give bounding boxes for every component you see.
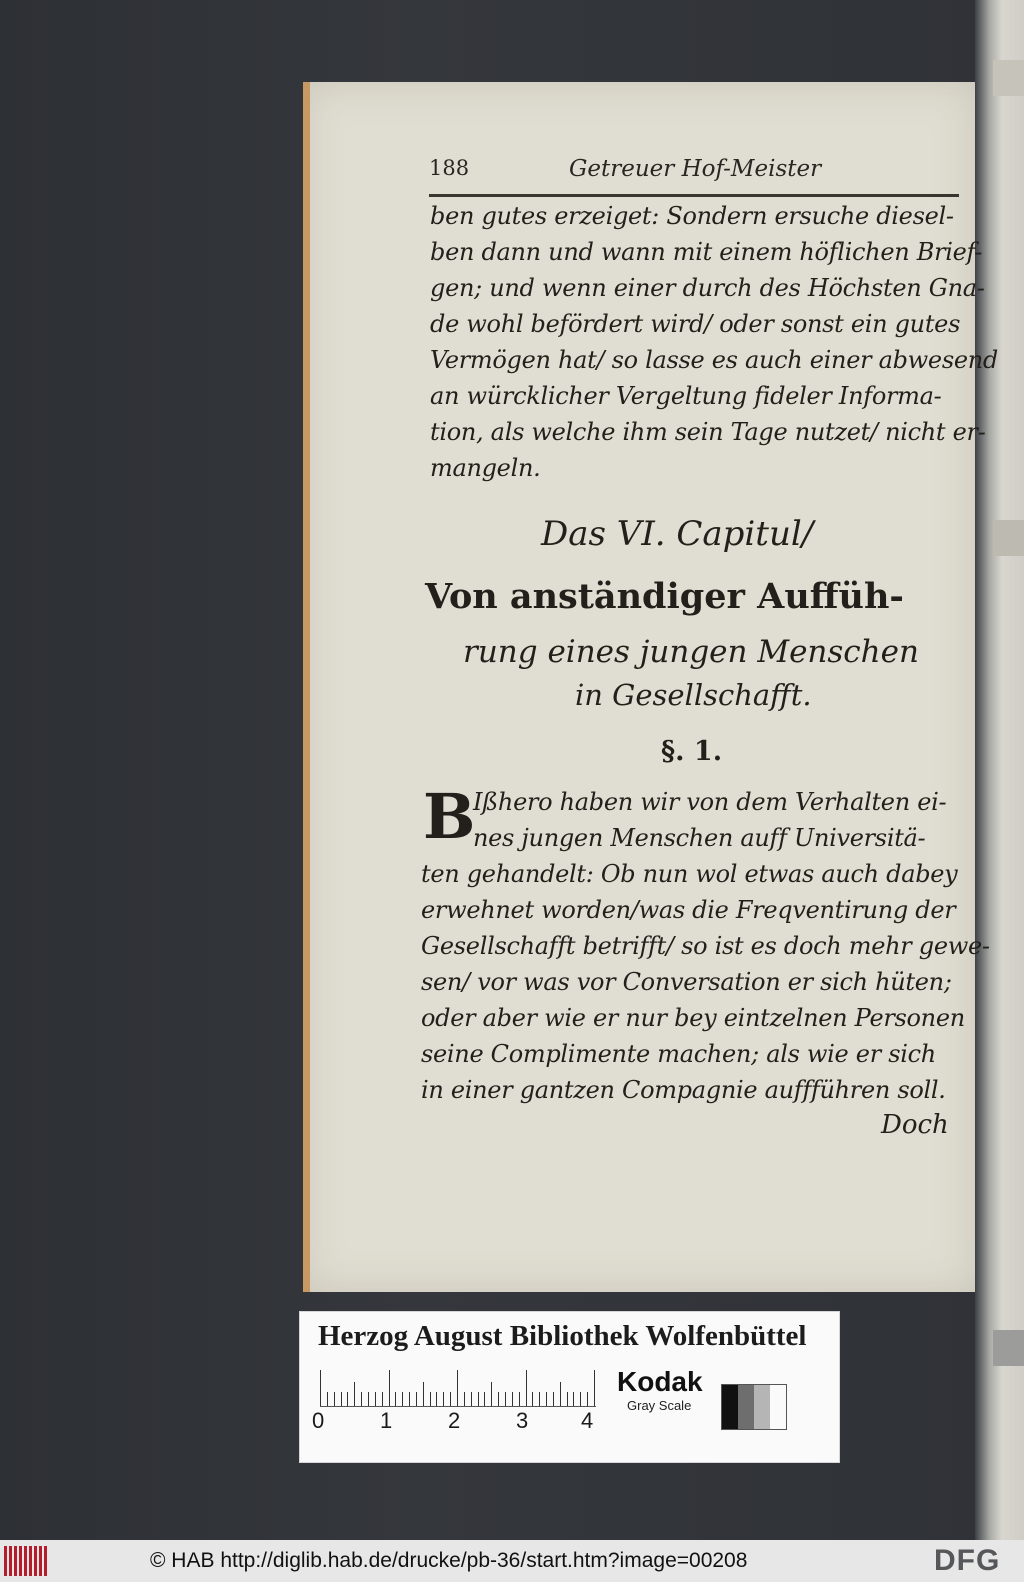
ruler-tick: [478, 1392, 479, 1406]
ruler-tick: [532, 1392, 533, 1406]
ruler-tick: [395, 1392, 396, 1406]
ruler-tick: [320, 1370, 321, 1406]
chapter-subtitle-line: rung eines jungen Menschen: [463, 634, 919, 670]
ruler-tick: [512, 1392, 513, 1406]
library-name: Herzog August Bibliothek Wolfenbüttel: [318, 1320, 807, 1352]
text-line: erwehnet worden/was die Freqventirung der: [421, 896, 956, 924]
ruler-tick: [375, 1392, 376, 1406]
ruler-tick: [573, 1392, 574, 1406]
ruler-tick: [409, 1392, 410, 1406]
ruler-tick: [341, 1392, 342, 1406]
ruler-tick: [580, 1392, 581, 1406]
catchword: Doch: [881, 1110, 949, 1140]
ruler-tick: [430, 1392, 431, 1406]
ruler-tick: [423, 1382, 424, 1406]
viewer-footer: [0, 1540, 1024, 1582]
ruler-number: 2: [448, 1408, 461, 1433]
measure-ruler: [320, 1370, 596, 1408]
ruler-tick: [587, 1392, 588, 1406]
ruler-tick: [464, 1392, 465, 1406]
ruler-number: 0: [312, 1408, 325, 1433]
footer-credit-link[interactable]: © HAB http://diglib.hab.de/drucke/pb-36/start.htm?image=00208: [150, 1549, 748, 1572]
ruler-tick: [498, 1392, 499, 1406]
ruler-tick: [526, 1370, 527, 1406]
text-line: de wohl befördert wird/ oder sonst ein gutes: [430, 310, 961, 338]
text-line: nes jungen Menschen auff Universitä-: [473, 824, 926, 852]
ruler-tick: [471, 1392, 472, 1406]
swatch-light-gray: [754, 1385, 770, 1429]
ruler-tick: [519, 1392, 520, 1406]
text-line: Vermögen hat/ so lasse es auch einer abwesend: [430, 346, 998, 374]
page-number: 188: [429, 156, 470, 180]
ruler-tick: [560, 1382, 561, 1406]
text-line: seine Complimente machen; als wie er sich: [421, 1040, 936, 1068]
ruler-tick: [436, 1392, 437, 1406]
text-line: sen/ vor was vor Conversation er sich hüten;: [421, 968, 952, 996]
text-line: mangeln.: [430, 454, 541, 482]
chapter-subtitle-line: Von anständiger Auffüh-: [425, 576, 904, 617]
ruler-tick: [546, 1392, 547, 1406]
book-page: [303, 82, 998, 1292]
drop-initial: B: [423, 780, 476, 853]
chapter-title: Das VI. Capitul/: [541, 514, 814, 554]
text-line: Ißhero haben wir von dem Verhalten ei-: [473, 788, 947, 816]
library-color-card: [299, 1311, 840, 1463]
ruler-tick: [539, 1392, 540, 1406]
gray-scale-label: Gray Scale: [627, 1398, 692, 1413]
text-line: Gesellschafft betrifft/ so ist es doch mehr gewe-: [421, 932, 990, 960]
ruler-tick: [368, 1392, 369, 1406]
ruler-tick: [347, 1392, 348, 1406]
kodak-brand: Kodak: [617, 1366, 703, 1397]
swatch-white: [770, 1385, 786, 1429]
text-line: ben dann und wann mit einem höflichen Brief-: [430, 238, 983, 266]
text-line: ten gehandelt: Ob nun wol etwas auch dabey: [421, 860, 958, 888]
running-head: Getreuer Hof-Meister: [569, 156, 822, 182]
page-header: [429, 156, 959, 186]
section-mark: §. 1.: [661, 736, 723, 767]
ruler-tick: [553, 1392, 554, 1406]
text-line: oder aber wie er nur bey eintzelnen Personen: [421, 1004, 965, 1032]
header-rule: [429, 194, 959, 197]
ruler-number: 3: [516, 1408, 529, 1433]
text-line: ben gutes erzeiget: Sondern ersuche diesel-: [430, 202, 954, 230]
ruler-number: 1: [380, 1408, 393, 1433]
ruler-tick: [361, 1392, 362, 1406]
text-line: in einer gantzen Compagnie auffführen soll.: [421, 1076, 946, 1104]
ruler-tick: [354, 1382, 355, 1406]
chapter-subtitle-line: in Gesellschafft.: [575, 678, 812, 712]
ruler-tick: [505, 1392, 506, 1406]
ruler-tick: [443, 1392, 444, 1406]
ruler-tick: [491, 1382, 492, 1406]
swatch-black: [722, 1385, 738, 1429]
hab-logo-icon: [4, 1546, 48, 1576]
swatch-gray: [738, 1385, 754, 1429]
ruler-tick: [402, 1392, 403, 1406]
dfg-logo: DFG: [934, 1544, 1001, 1577]
ruler-tick: [327, 1392, 328, 1406]
ruler-tick: [334, 1392, 335, 1406]
ruler-tick: [567, 1392, 568, 1406]
ruler-tick: [416, 1392, 417, 1406]
ruler-tick: [594, 1370, 595, 1406]
ruler-tick: [450, 1392, 451, 1406]
adjacent-page-edge: [975, 0, 1024, 1540]
ruler-baseline: [320, 1406, 596, 1407]
ruler-tick: [457, 1370, 458, 1406]
ruler-tick: [382, 1392, 383, 1406]
ruler-tick: [389, 1370, 390, 1406]
ruler-tick: [484, 1392, 485, 1406]
text-line: tion, als welche ihm sein Tage nutzet/ nicht er-: [430, 418, 986, 446]
ruler-number: 4: [581, 1408, 594, 1433]
gray-scale-swatches: [721, 1384, 787, 1430]
text-line: an würcklicher Vergeltung fideler Informa-: [430, 382, 942, 410]
text-line: gen; und wenn einer durch des Höchsten Gna-: [430, 274, 985, 302]
